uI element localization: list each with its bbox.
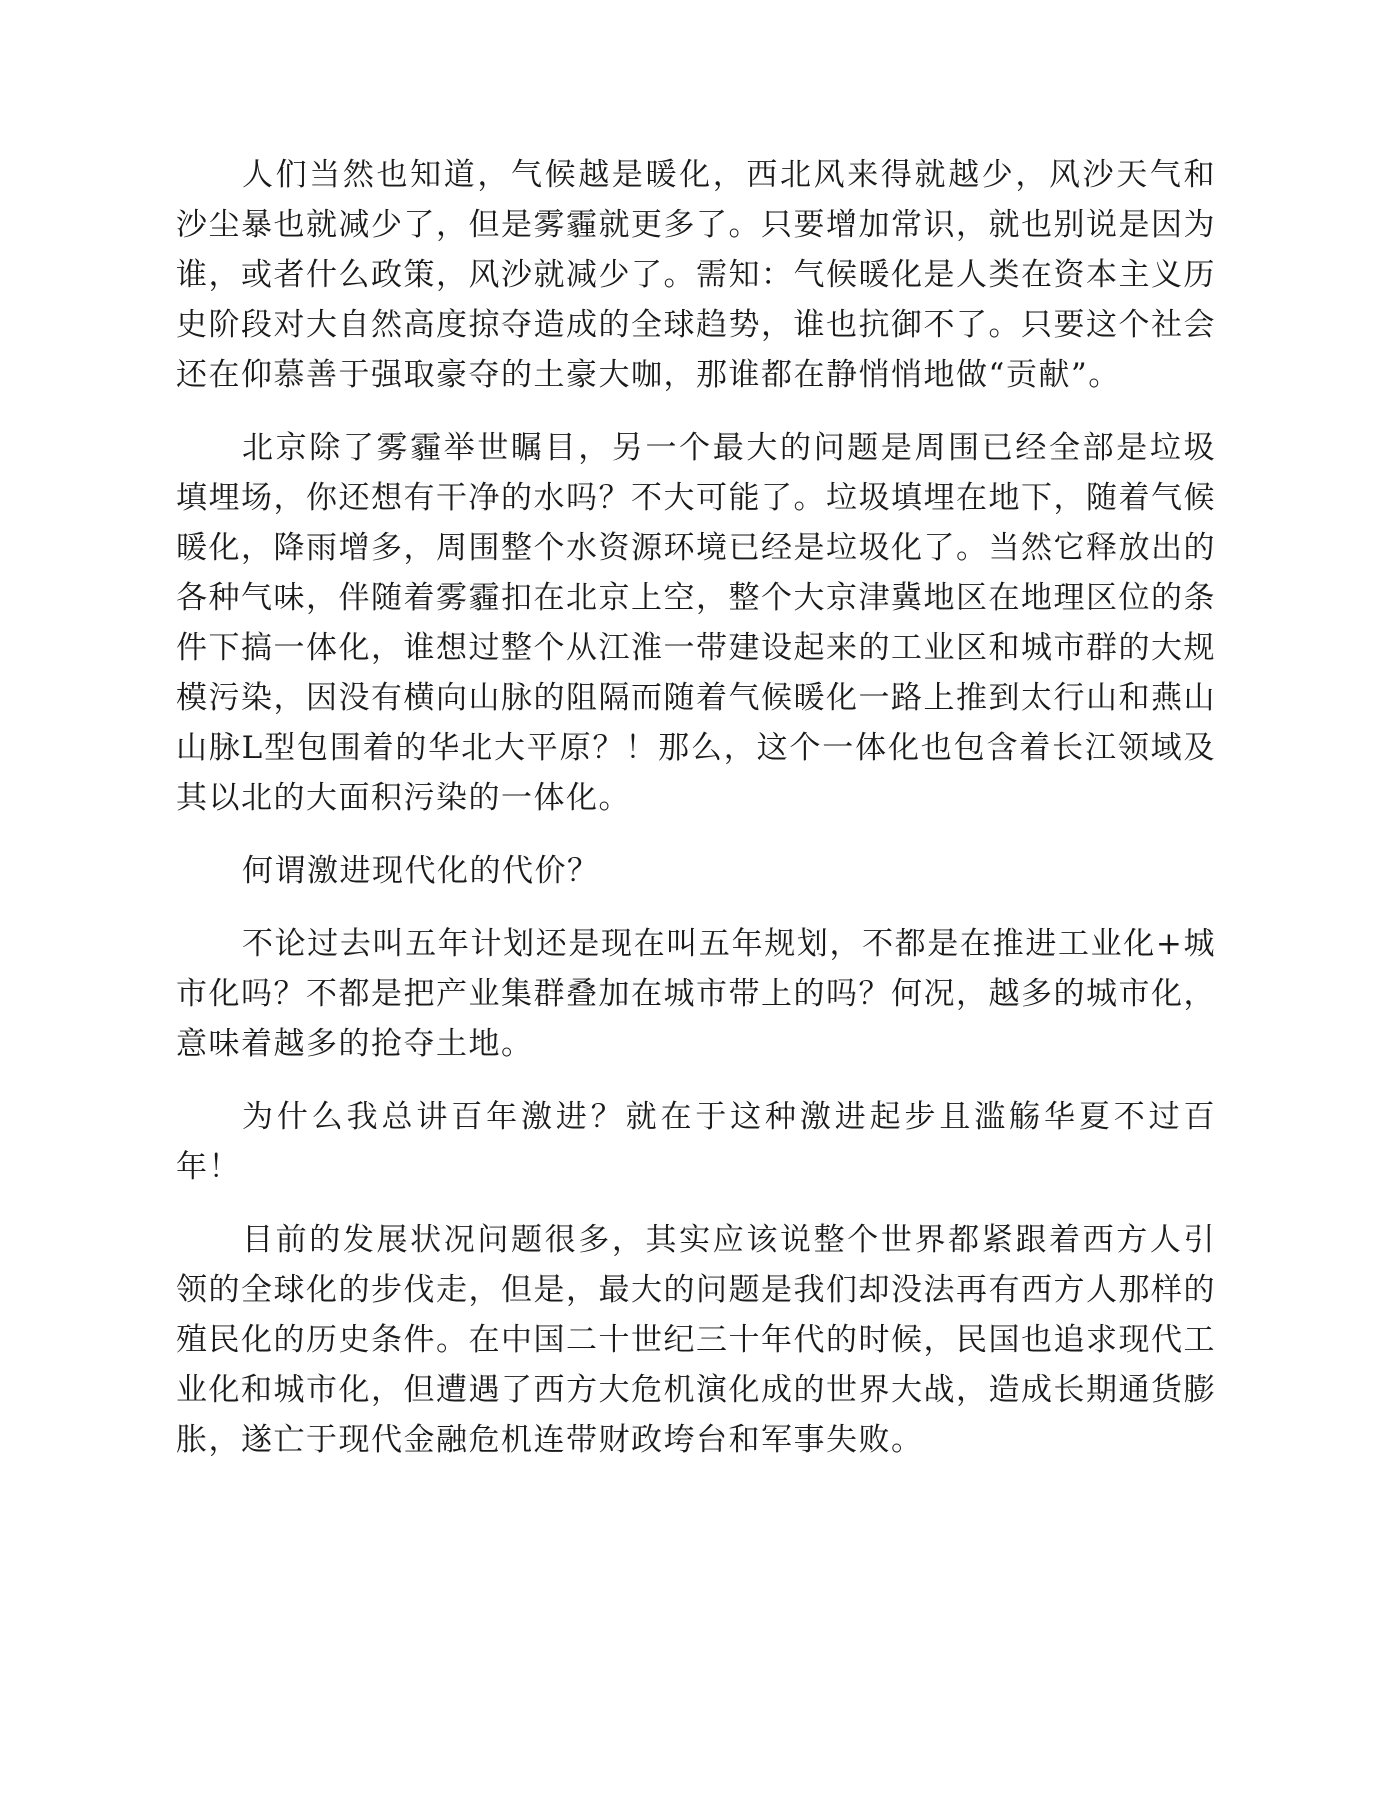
paragraph: 不论过去叫五年计划还是现在叫五年规划，不都是在推进工业化+城市化吗？不都是把产业集群叠加在城市带上的吗？何况，越多的城市化，意味着越多的抢夺土地。 [176,926,1216,1062]
paragraph: 北京除了雾霾举世瞩目，另一个最大的问题是周围已经全部是垃圾填埋场，你还想有干净的水吗？不大可能了。垃圾填埋在地下，随着气候暖化，降雨增多，周围整个水资源环境已经是垃圾化了。当然它释放出的各种气味，伴随着雾霾扣在北京上空，整个大京津冀地区在地理区位的条件下搞一体化，谁想过整个从江淮一带建设起来的工业区和城市群的大规模污染，因没有横向山脉的阻隔而随着气候暖化一路上推到太行山和燕山山脉L型包围着的华北大平原？！那么，这个一体化也包含着长江领域及其以北的大面积污染的一体化。 [176,430,1216,816]
document-page [176,150,1216,1488]
paragraph: 人们当然也知道，气候越是暖化，西北风来得就越少，风沙天气和沙尘暴也就减少了，但是雾霾就更多了。只要增加常识，就也别说是因为谁，或者什么政策，风沙就减少了。需知：气候暖化是人类在资本主义历史阶段对大自然高度掠夺造成的全球趋势，谁也抗御不了。只要这个社会还在仰慕善于强取豪夺的土豪大咖，那谁都在静悄悄地做“贡献”。 [176,157,1216,393]
paragraph: 为什么我总讲百年激进？就在于这种激进起步且滥觞华夏不过百年！ [176,1099,1216,1185]
paragraph: 目前的发展状况问题很多，其实应该说整个世界都紧跟着西方人引领的全球化的步伐走，但是，最大的问题是我们却没法再有西方人那样的殖民化的历史条件。在中国二十世纪三十年代的时候，民国也追求现代工业化和城市化，但遭遇了西方大危机演化成的世界大战，造成长期通货膨胀，遂亡于现代金融危机连带财政垮台和军事失败。 [176,1222,1216,1458]
paragraph: 何谓激进现代化的代价？ [242,853,600,889]
